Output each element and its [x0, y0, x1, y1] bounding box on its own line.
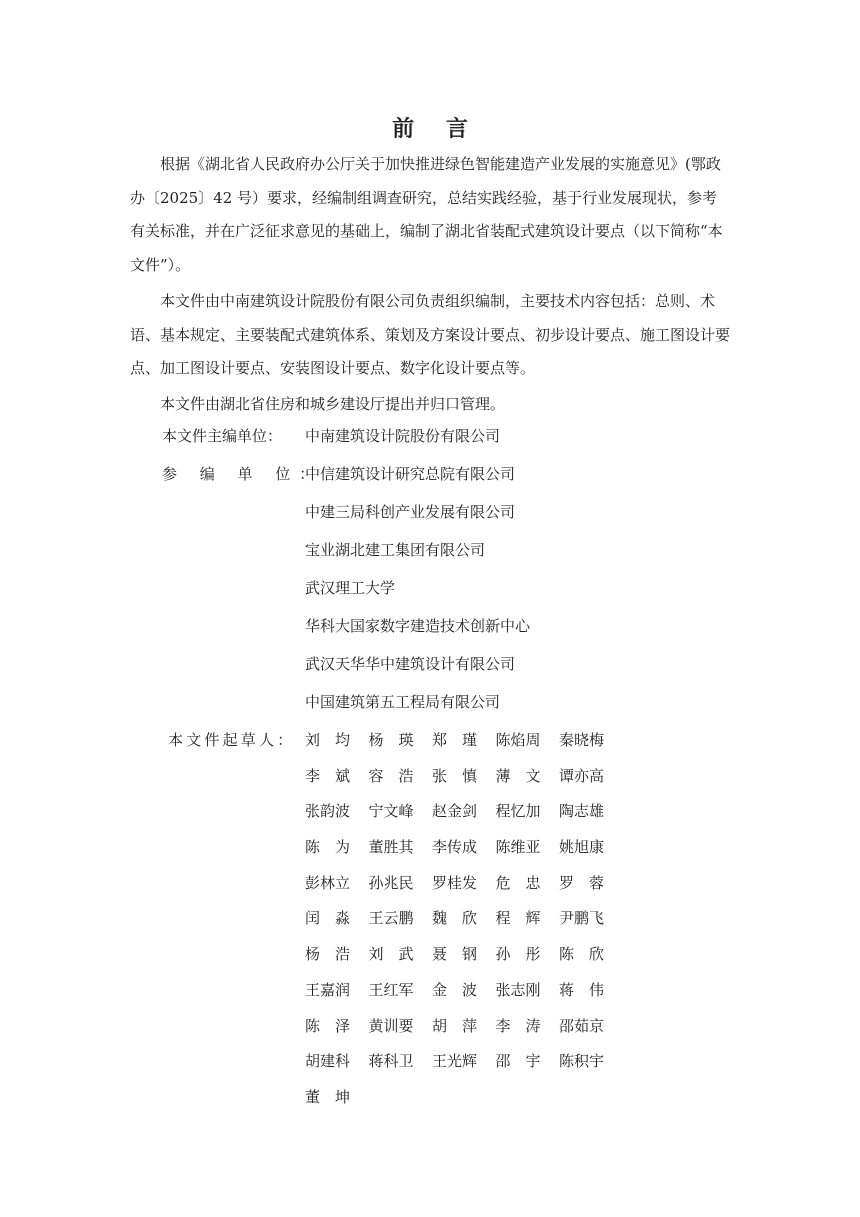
drafter-name: 陈欣 [559, 945, 620, 964]
participant-unit: 中建三局科创产业发展有限公司 [305, 503, 516, 521]
drafter-name: 孙兆民 [368, 873, 414, 892]
drafter-name: 邵茹京 [559, 1016, 605, 1035]
drafter-name: 陈泽 [305, 1016, 366, 1035]
drafter-name: 赵金剑 [432, 802, 478, 821]
drafter-name: 陈焰周 [495, 731, 541, 749]
drafters-row [305, 1051, 623, 1087]
drafter-name: 陈为 [305, 838, 366, 857]
drafter-name: 李涛 [495, 1016, 556, 1035]
drafter-name: 程辉 [495, 909, 556, 928]
participant-unit: 中信建筑设计研究总院有限公司 [305, 465, 516, 483]
drafter-name: 蒋伟 [559, 980, 620, 999]
drafter-name: 邵宇 [495, 1052, 556, 1071]
chief-editor-unit: 中南建筑设计院股份有限公司 [305, 427, 501, 445]
paragraph-text: 本文件由中南建筑设计院股份有限公司负责组织编制，主要技术内容包括：总则、术语、基本规定、主要装配式建筑体系、策划及方案设计要点、初步设计要点、施工图设计要点、加工图设计要点、安装图设计要点、数字化设计要点等。 [130, 292, 731, 378]
drafters-row [305, 1016, 623, 1052]
drafters-row [305, 801, 623, 837]
drafter-name: 彭林立 [305, 873, 351, 892]
drafters-row [305, 908, 623, 944]
drafter-name: 王嘉润 [305, 980, 351, 999]
drafter-name: 陈积宇 [559, 1052, 605, 1071]
drafter-name: 薄文 [495, 766, 556, 785]
participant-unit: 武汉天华华中建筑设计有限公司 [305, 655, 516, 673]
drafter-name: 胡建科 [305, 1052, 351, 1071]
drafter-name: 董坤 [305, 1087, 366, 1106]
participant-unit: 宝业湖北建工集团有限公司 [305, 541, 486, 559]
drafter-name: 郑瑾 [432, 731, 493, 749]
drafter-name: 宁文峰 [368, 802, 414, 821]
drafter-name: 王光辉 [432, 1052, 478, 1071]
participant-unit: 武汉理工大学 [305, 579, 396, 597]
drafter-name: 刘武 [368, 945, 429, 964]
drafter-name: 谭亦高 [559, 766, 605, 785]
drafter-name: 陈维亚 [495, 838, 541, 857]
drafter-name: 罗桂发 [432, 873, 478, 892]
drafter-name: 姚旭康 [559, 838, 605, 857]
drafter-name: 闰淼 [305, 909, 366, 928]
drafter-name: 秦晓梅 [559, 731, 605, 749]
drafter-name: 杨瑛 [368, 731, 429, 749]
drafter-name: 王云鹏 [368, 909, 414, 928]
management-paragraph [130, 388, 730, 422]
drafters-row [305, 980, 623, 1016]
drafter-name: 魏欣 [432, 909, 493, 928]
drafters-row [305, 730, 623, 766]
participant-unit: 华科大国家数字建造技术创新中心 [305, 617, 531, 635]
content-paragraph [130, 285, 730, 386]
drafter-name: 黄训要 [368, 1016, 414, 1035]
drafter-name: 孙彤 [495, 945, 556, 964]
drafter-name: 金波 [432, 980, 493, 999]
drafter-name: 陶志雄 [559, 802, 605, 821]
intro-paragraph [130, 148, 730, 282]
drafters-row [305, 766, 623, 802]
paragraph-text: 根据《湖北省人民政府办公厅关于加快推进绿色智能建造产业发展的实施意见》(鄂政办〔2025〕42 号）要求，经编制组调查研究，总结实践经验，基于行业发展现状，参考有关标准，并在广泛征求意见的基础上，编制了湖北省装配式建筑设计要点（以下简称“本文件”）。 [130, 155, 723, 274]
drafter-name: 尹鹏飞 [559, 909, 605, 928]
drafter-name: 张韵波 [305, 802, 351, 821]
drafters-row [305, 873, 623, 909]
drafters-row [305, 1087, 623, 1123]
drafter-name: 胡萍 [432, 1016, 493, 1035]
drafter-name: 李斌 [305, 766, 366, 785]
participants-label: 参 编 单 位： [162, 465, 324, 483]
drafters-label: 本文件起草人： [168, 731, 296, 749]
drafter-name: 罗蓉 [559, 873, 620, 892]
drafter-name: 聂钢 [432, 945, 493, 964]
drafter-name: 杨浩 [305, 945, 366, 964]
drafter-name: 容浩 [368, 766, 429, 785]
drafter-name: 蒋科卫 [368, 1052, 414, 1071]
drafter-name: 张志刚 [495, 980, 541, 999]
drafter-name: 危忠 [495, 873, 556, 892]
paragraph-text: 本文件由湖北省住房和城乡建设厅提出并归口管理。 [160, 395, 506, 413]
page-title: 前 言 [392, 117, 480, 142]
drafters-row [305, 837, 623, 873]
drafter-name: 张慎 [432, 766, 493, 785]
participant-unit: 中国建筑第五工程局有限公司 [305, 693, 501, 711]
drafter-name: 刘均 [305, 731, 366, 749]
drafters-row [305, 944, 623, 980]
drafter-name: 王红军 [368, 980, 414, 999]
drafter-name: 董胜其 [368, 838, 414, 857]
drafter-name: 李传成 [432, 838, 478, 857]
drafter-name: 程忆加 [495, 802, 541, 821]
chief-editor-label: 本文件主编单位： [162, 427, 283, 445]
drafters-list [305, 730, 623, 1123]
